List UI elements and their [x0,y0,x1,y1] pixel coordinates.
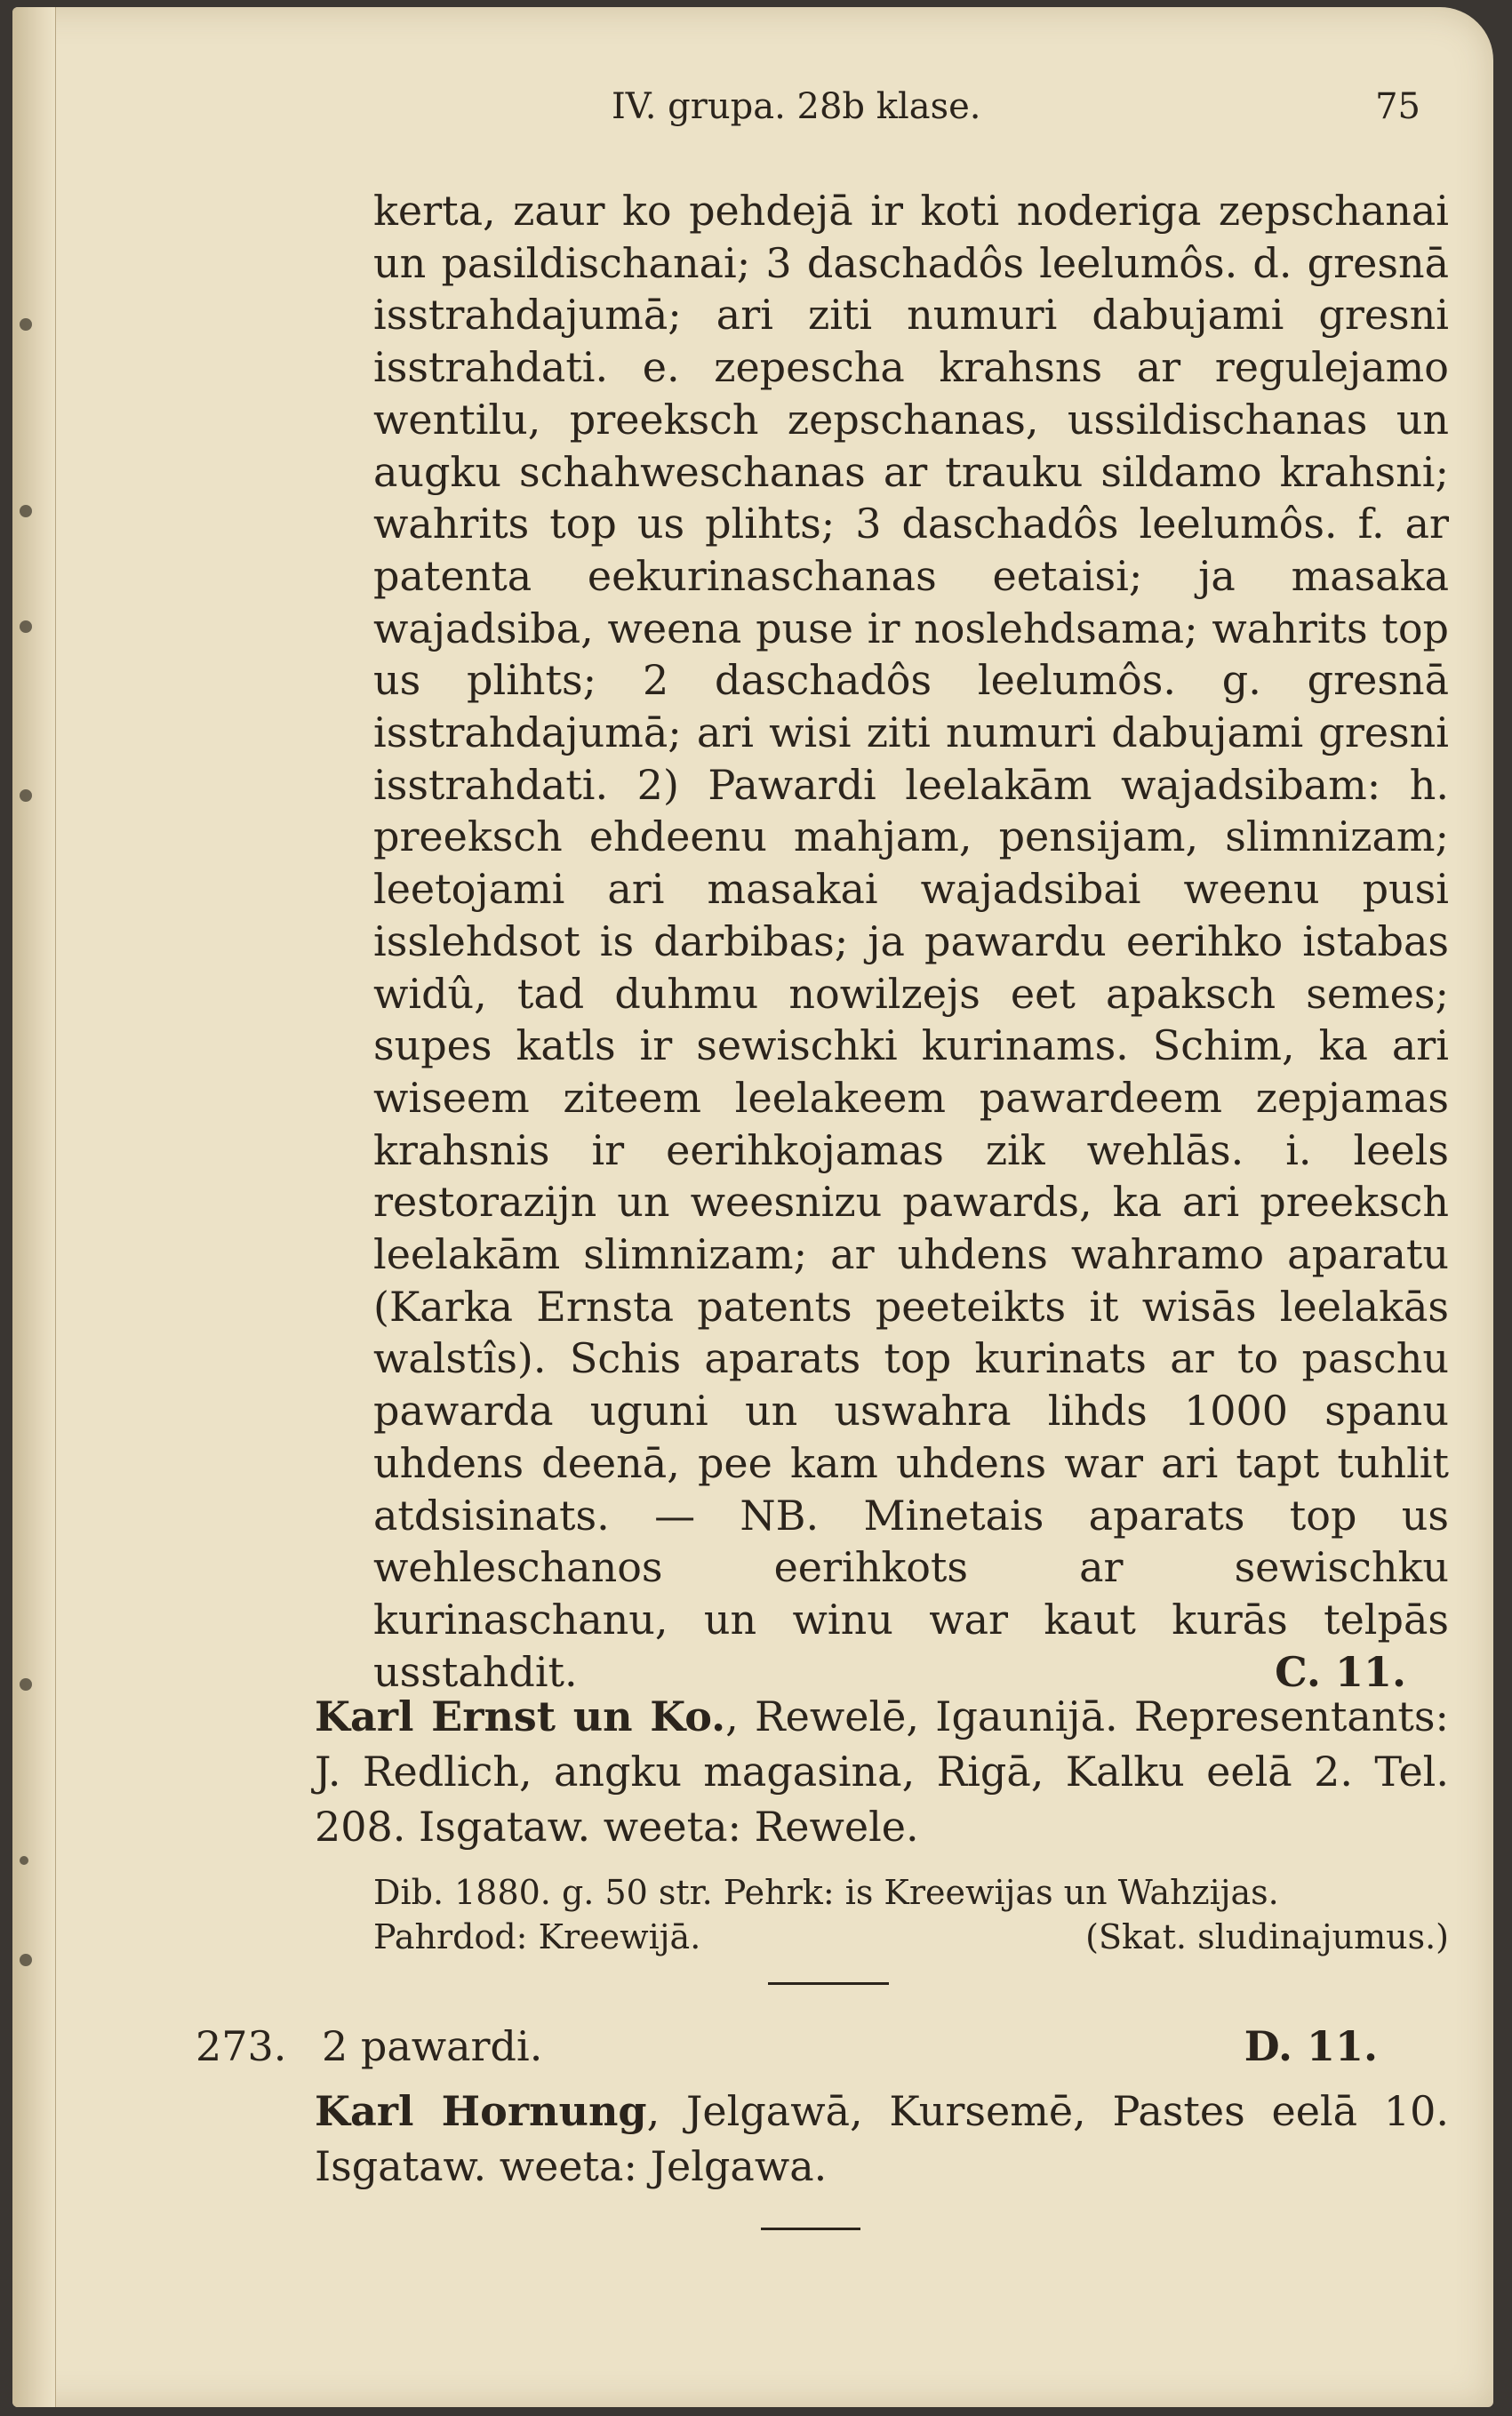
company-details: , Rewelē, Igaunijā. Representants: J. Redlich, angku magasina, Rigā, Kalku eelā 2. Tel. 208. Isgataw. weeta: Rewele. [315,1692,1449,1851]
entry-signature: C. 11. [1275,1647,1406,1696]
meta-line-reference: (Skat. sludinajumus.) [1085,1917,1449,1956]
company-details: , Jelgawā, Kursemē, Pastes eelā 10. Isgataw. weeta: Jelgawa. [315,2087,1449,2190]
item-code: D. 11. [1244,2022,1378,2070]
page-number: 75 [1375,86,1420,127]
section-divider [761,2228,860,2230]
paragraph-text: kerta, zaur ko pehdejā ir koti noderiga zepschanai un pasildischanai; 3 daschadôs leelumôs. d. gresnā isstrahdajumā; ari ziti numuri dabujami gresni isstrahdati. e. zepescha krahsns ar regulejamo wentilu, preeksch zepschanas, ussildischanas un augku schahweschanas ar trauku sildamo krahsni; wahrits top us plihts; 3 daschadôs leelumôs. f. ar patenta eekurinaschanas eetaisi; ja masaka wajadsiba, weena puse ir noslehdsama; wahrits top us plihts; 2 daschadôs leelumôs. g. gresnā isstrahdajumā; ari wisi ziti numuri dabujami gresni isstrahdati. 2) Pawardi leelakām wajadsibam: h. preeksch ehdeenu mahjam, pensijam, slimnizam; leetojami ari masakai wajadsibai weenu pusi isslehdsot is darbibas; ja pawardu eerihko istabas widû, tad duhmu nowilzejs eet apaksch semes; supes katls ir sewischki kurinams. Schim, ka ari wiseem ziteem leelakeem pawardeem zepjamas krahsnis ir eerihkojamas zik wehlās. i. leels restorazijn un weesnizu pawards, ka ari preeksch leelakām slimnizam; ar uhdens wahramo aparatu (Karka Ernsta patents peeteikts it wisās leelakās walstîs). Schis aparats top kurinats ar to paschu pawarda uguni un uswahra lihds 1000 spanu uhdens deenā, pee kam uhdens war ari tapt tuhlit atdsisinats. — NB. Minetais aparats top us wehleschanos eerihkots ar sewischku kurinaschanu, un winu war kaut kurās telpās usstahdit. [373,187,1449,1696]
item-number: 273. [196,2022,287,2070]
running-header [612,80,1420,133]
item-description: 2 pawardi. [322,2022,543,2070]
section-divider [768,1982,889,1985]
page-gutter [12,7,56,2407]
company-meta [373,1870,1449,1959]
book-page [12,7,1493,2407]
company-name: Karl Ernst un Ko. [315,1692,726,1740]
item-273 [196,2018,1420,2075]
company-name: Karl Hornung [315,2087,647,2135]
company-entry-karl-hornung [315,2084,1449,2194]
meta-line-founded: Dib. 1880. g. 50 str. Pehrk: is Kreewijas un Wahzijas. [373,1873,1279,1912]
company-entry-karl-ernst [315,1689,1449,1854]
meta-line-sales: Pahrdod: Kreewijā. [373,1917,701,1956]
paragraph-continuation [373,185,1449,1698]
running-head: IV. grupa. 28b klase. [612,86,981,127]
